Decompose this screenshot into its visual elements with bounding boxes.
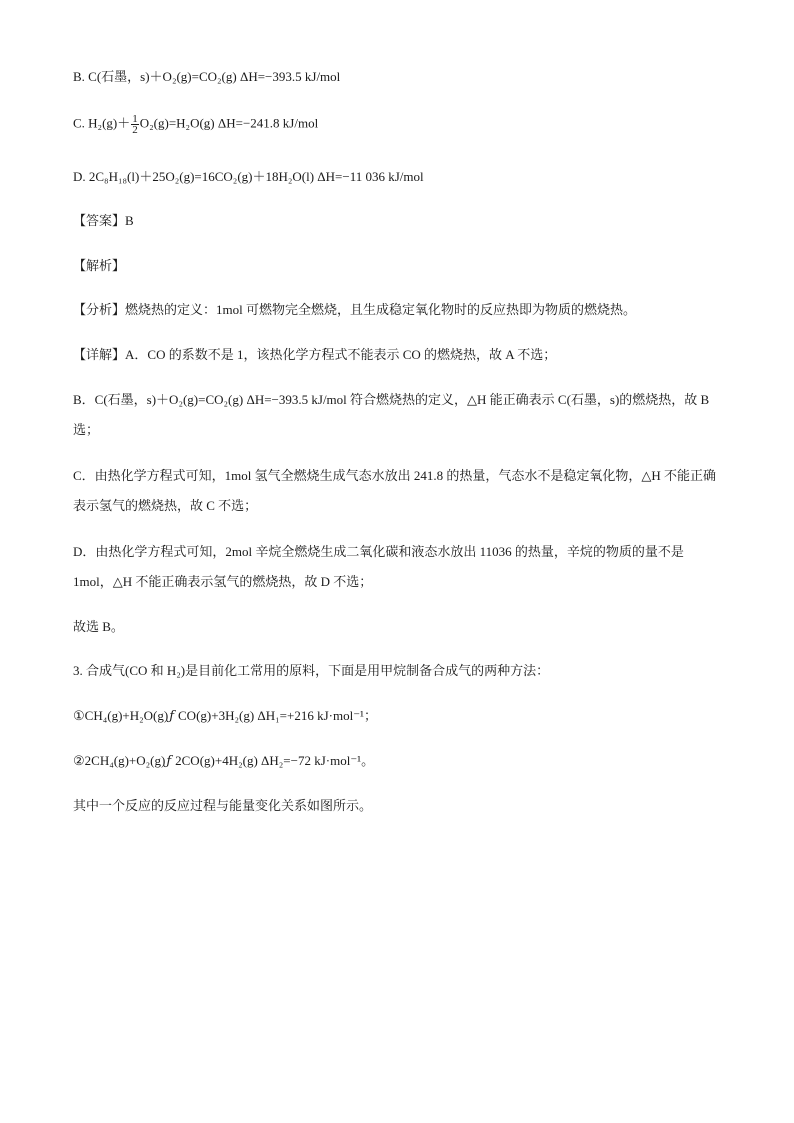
xiangjie-a-text: A．CO 的系数不是 1，该热化学方程式不能表示 CO 的燃烧热，故 A 不选； <box>125 347 557 362</box>
equation-2-products: 2CO(g)+4H₂(g) ΔH₂=−72 kJ·mol⁻¹。 <box>175 753 375 768</box>
option-c <box>73 114 318 135</box>
equilibrium-arrow-icon: ƒ <box>166 754 172 769</box>
equation-1-reactants: ①CH₄(g)+H₂O(g) <box>73 708 169 723</box>
answer-line <box>73 212 134 230</box>
fraction-one-half <box>131 114 139 135</box>
analysis-heading: 【解析】 <box>73 258 126 273</box>
equation-2-reactants: ②2CH₄(g)+O₂(g) <box>73 753 166 768</box>
answer-value: B <box>125 213 134 228</box>
xiangjie-b-paragraph: B．C(石墨，s)＋O₂(g)=CO₂(g) ΔH=−393.5 kJ/mol 符合燃烧热的定义，△H 能正确表示 C(石墨，s)的燃烧热，故 B 选； <box>73 392 710 437</box>
fenxi-line <box>73 301 636 319</box>
answer-label: 【答案】 <box>73 213 126 228</box>
equilibrium-arrow-icon: ƒ <box>169 709 175 724</box>
option-b: B. C(石墨，s)＋O₂(g)=CO₂(g) ΔH=−393.5 kJ/mol <box>73 69 341 84</box>
option-c-prefix: C. H₂(g)＋ <box>73 115 131 131</box>
xiangjie-label: 【详解】 <box>73 347 126 362</box>
closing-sentence: 其中一个反应的反应过程与能量变化关系如图所示。 <box>73 798 373 813</box>
fraction-numerator: 1 <box>132 113 138 125</box>
xiangjie-c-paragraph: C．由热化学方程式可知，1mol 氢气全燃烧生成气态水放出 241.8 的热量，气态水不是稳定氧化物，△H 不能正确表示氢气的燃烧热，故 C 不选； <box>73 468 717 513</box>
question-3-stem: 3. 合成气(CO 和 H₂)是目前化工常用的原料，下面是用甲烷制备合成气的两种方法： <box>73 663 550 678</box>
option-d: D. 2C₈H₁₈(l)＋25O₂(g)=16CO₂(g)＋18H₂O(l) ΔH=−11 036 kJ/mol <box>73 169 424 184</box>
equation-2 <box>73 752 374 771</box>
fraction-denominator: 2 <box>132 124 138 136</box>
equation-1 <box>73 707 377 726</box>
option-c-suffix: O₂(g)=H₂O(g) ΔH=−241.8 kJ/mol <box>139 115 319 131</box>
fenxi-text: 燃烧热的定义：1mol 可燃物完全燃烧，且生成稳定氧化物时的反应热即为物质的燃烧热。 <box>125 302 636 317</box>
xiangjie-d-paragraph: D．由热化学方程式可知，2mol 辛烷全燃烧生成二氧化碳和液态水放出 11036 的热量，辛烷的物质的量不是 1mol，△H 不能正确表示氢气的燃烧热，故 D 不选； <box>73 544 684 589</box>
xiangjie-a-line <box>73 346 556 364</box>
fenxi-label: 【分析】 <box>73 302 126 317</box>
equation-1-products: CO(g)+3H₂(g) ΔH₁=+216 kJ·mol⁻¹； <box>178 708 377 723</box>
conclusion-line: 故选 B。 <box>73 619 124 634</box>
